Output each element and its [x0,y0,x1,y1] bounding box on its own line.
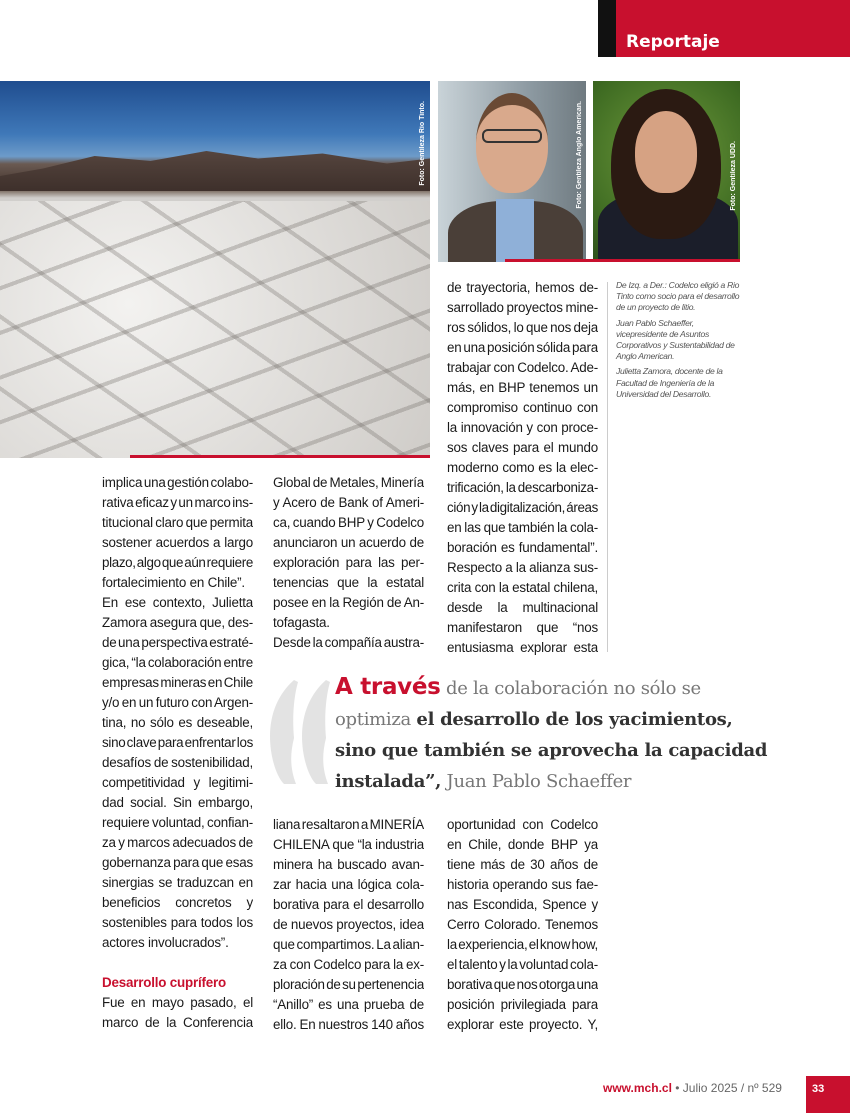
header-black-block [598,0,616,57]
text-line: la innovación y con proce- [447,420,598,435]
text-line: Zamora asegura que, des- [102,615,253,630]
text-line: sostenibles para todos los [102,915,253,930]
text-line: nas Escondida, Spence y [447,897,598,912]
text-line: rativa eficaz y un marco ins- [102,495,253,510]
text-line: Global de Metales, Minería [273,475,424,490]
text-line: compromiso continuo con [447,400,598,415]
text-line: Desde la compañía austra- [273,635,424,650]
text-line: y Acero de Bank of Ameri- [273,495,424,510]
photo-credit: Foto: Gentileza Rio Tinto. [419,101,426,186]
text-line: actores involucrados”. [102,935,229,950]
text-line: de una perspectiva estraté- [102,635,253,650]
subheading: Desarrollo cuprífero [102,975,226,990]
text-line: zar hacia una lógica cola- [273,877,424,892]
text-line: anunciaron un acuerdo de [273,535,424,550]
text-line: posición privilegiada para [447,997,598,1012]
text-line: Cerro Colorado. Tenemos [447,917,598,932]
quote-bold: el desarrollo de los yacimientos, [416,709,733,730]
text-line: sostener acuerdos a largo [102,535,253,550]
face [635,111,697,193]
text-line: titucional claro que permita [102,515,253,530]
quote-text: optimiza [335,709,411,730]
salt-flat-photo [0,81,430,458]
text-line: plazo, algo que aún requiere [102,555,253,570]
column-1 [102,473,253,1033]
text-line: empresas mineras en Chile [102,675,253,690]
text-line: En ese contexto, Julietta [102,595,253,610]
text-line: ción y la digitalización, áreas [447,500,598,515]
text-line: implica una gestión colabo- [102,475,253,490]
separator: • [675,1081,680,1095]
text-line: competitividad y legitimi- [102,775,253,790]
text-line: crita con la estatal chilena, [447,580,598,595]
column-2-bottom [273,815,424,1035]
text-line: historia operando sus fae- [447,877,598,892]
pull-quote [335,672,768,797]
text-line: beneficios concretos y [102,895,253,910]
text-line: tenencias que la estatal [273,575,424,590]
text-line: marco de la Conferencia [102,1015,253,1030]
text-line: moderno como es la elec- [447,460,598,475]
text-line: borativa que nos otorga una [447,977,598,992]
caption-divider [607,282,608,652]
caption-1: De Izq. a Der.: Codelco eligió a Rio Tinto como socio para el desarrollo de un proyecto de litio. [616,280,740,313]
text-line: sino clave para enfrentar los [102,735,253,750]
text-line: za y marcos adecuados de [102,835,253,850]
column-2-top [273,473,424,653]
text-line: de nuevos proyectos, idea [273,917,424,932]
website-link[interactable]: www.mch.cl [603,1081,672,1095]
text-line: en Chile, donde BHP ya [447,837,598,852]
text-line: liana resaltaron a MINERÍA [273,817,424,832]
photo-caption [616,280,746,404]
text-line: requiere voluntad, confian- [102,815,253,830]
text-line: oportunidad con Codelco [447,817,598,832]
quote-bold: sino que también se aprovecha la capacidad [335,740,768,761]
text-line: y/o en un futuro con Argen- [102,695,253,710]
section-banner [616,0,850,57]
photo-credit: Foto: Gentileza UDD. [730,141,737,211]
text-line: boración es fundamental”. [447,540,598,555]
photo-credit: Foto: Gentileza Anglo American. [576,101,583,209]
text-line: CHILENA que “la industria [273,837,424,852]
portrait-julietta-zamora [593,81,740,262]
text-line: trificación, la descarboniza- [447,480,598,495]
portrait-juan-pablo-schaeffer [438,81,586,262]
text-line: fortalecimiento en Chile”. [102,575,245,590]
text-line: tofagasta. [273,615,330,630]
text-line: más, en BHP tenemos un [447,380,598,395]
column-1-body [102,473,253,953]
mountains [0,141,430,191]
text-line: de trayectoria, hemos de- [447,280,598,295]
text-line: minera ha buscado avan- [273,857,424,872]
issue-info: Julio 2025 / nº 529 [682,1081,782,1095]
text-line: Respecto a la alianza sus- [447,560,598,575]
quote-bold: instalada”, [335,771,442,792]
text-line: gica, “la colaboración entre [102,655,253,670]
face [476,93,548,193]
column-3-bottom [447,815,598,1035]
text-line: gobernanza para que esas [102,855,253,870]
text-line: en las que también la cola- [447,520,598,535]
quote-text: de la colaboración no sólo se [445,678,701,699]
divider-red [130,455,430,458]
text-line: en una posición sólida para [447,340,598,355]
salt-texture [0,201,430,458]
text-line: sos claves para el mundo [447,440,598,455]
text-line: ello. En nuestros 140 años [273,1017,424,1032]
text-line: entusiasma explorar esta [447,640,598,655]
text-line: sarrollado proyectos mine- [447,300,598,315]
quote-author: Juan Pablo Schaeffer [446,771,632,792]
text-line: tina, no sólo es deseable, [102,715,253,730]
section-label: Reportaje [626,32,720,52]
text-line: que compartimos. La alian- [273,937,424,952]
footer [603,1081,782,1095]
text-line: ploración de su pertenencia [273,977,424,992]
text-line: ros sólidos, lo que nos deja [447,320,598,335]
text-line: explorar este proyecto. Y, [447,1017,598,1032]
divider-red [505,259,740,262]
text-line: la experiencia, el know how, [447,937,598,952]
text-line: posee en la Región de An- [273,595,424,610]
quote-mark-icon [268,676,330,786]
text-line: Fue en mayo pasado, el [102,995,253,1010]
column-1-body-2 [102,993,253,1033]
caption-2: Juan Pablo Schaeffer, vicepresidente de Asuntos Corporativos y Sustentabilidad de Anglo American. [616,317,735,362]
glasses [482,129,542,143]
caption-3: Julietta Zamora, docente de la Facultad de Ingeniería de la Universidad del Desarrollo. [616,366,723,399]
text-line: borativa para el desarrollo [273,897,424,912]
page-number: 33 [806,1076,850,1113]
text-line: trabajar con Codelco. Ade- [447,360,598,375]
text-line: sinergias se traduzcan en [102,875,253,890]
text-line: “Anillo” es una prueba de [273,997,424,1012]
text-line: za con Codelco para la ex- [273,957,424,972]
quote-lead: A través [335,674,441,700]
shirt [496,199,534,262]
text-line: tiene más de 30 años de [447,857,598,872]
text-line: ca, cuando BHP y Codelco [273,515,424,530]
column-3-top [447,278,598,658]
text-line: el talento y la voluntad cola- [447,957,598,972]
text-line: exploración para las per- [273,555,424,570]
text-line: desde la multinacional [447,600,598,615]
text-line: desafíos de sostenibilidad, [102,755,253,770]
text-line: manifestaron que “nos [447,620,598,635]
text-line: dad social. Sin embargo, [102,795,253,810]
